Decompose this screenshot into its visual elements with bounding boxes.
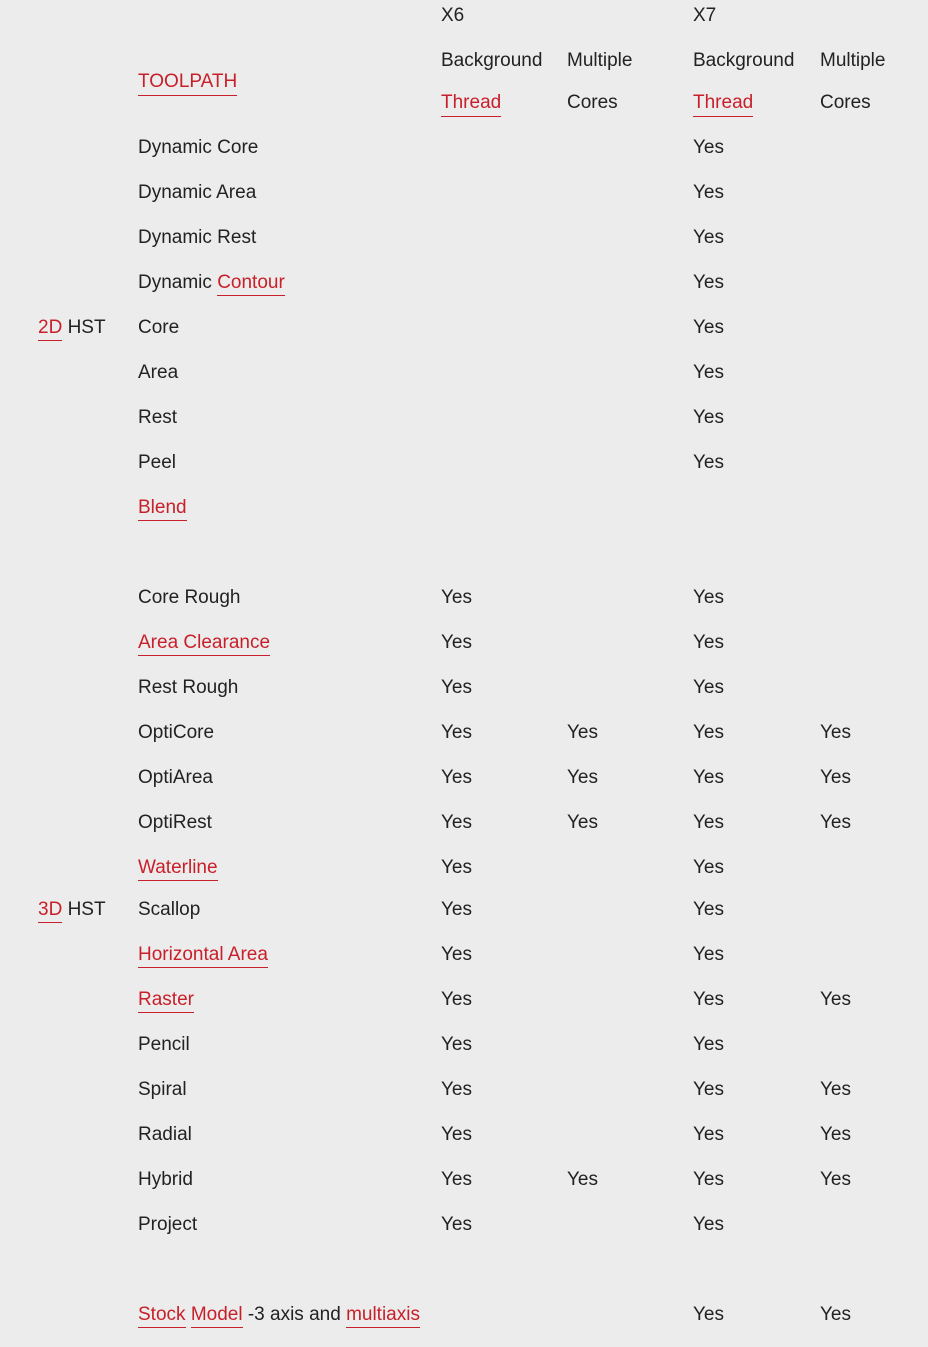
cell-x6-bg: Yes bbox=[441, 1214, 472, 1235]
header-x6-cores: Cores bbox=[567, 92, 618, 113]
row-name: Rest bbox=[138, 407, 178, 428]
row-name: Dynamic Area bbox=[138, 182, 257, 203]
cell-x7-bg: Yes bbox=[693, 227, 724, 248]
row-name-link[interactable]: Contour bbox=[217, 272, 285, 296]
row-name: Spiral bbox=[138, 1079, 187, 1100]
cell-x7-bg: Yes bbox=[693, 989, 724, 1010]
header-x6: X6 bbox=[441, 5, 465, 26]
row-name: Peel bbox=[138, 452, 177, 473]
stock-x7-mc: Yes bbox=[820, 1304, 851, 1325]
cell-x6-bg: Yes bbox=[441, 722, 472, 743]
cell-x6-bg: Yes bbox=[441, 632, 472, 653]
cell-x7-bg: Yes bbox=[693, 812, 724, 833]
header-x7-thread-link[interactable]: Thread bbox=[693, 92, 753, 117]
cell-x6-bg: Yes bbox=[441, 1169, 472, 1190]
group-2d-hst-label: HST bbox=[62, 317, 106, 338]
row-name: Scallop bbox=[138, 899, 201, 920]
cell-x6-bg: Yes bbox=[441, 944, 472, 965]
group-3d-hst-label: HST bbox=[62, 899, 106, 920]
row-name: Project bbox=[138, 1214, 198, 1235]
group-2d-hst bbox=[38, 317, 106, 339]
cell-x7-bg: Yes bbox=[693, 1034, 724, 1055]
cell-x6-mc: Yes bbox=[567, 767, 598, 788]
row-name: Rest Rough bbox=[138, 677, 239, 698]
row-name: OptiRest bbox=[138, 812, 212, 833]
cell-x7-bg: Yes bbox=[693, 899, 724, 920]
row-name-link[interactable]: Blend bbox=[138, 497, 187, 521]
cell-x7-bg: Yes bbox=[693, 182, 724, 203]
group-3d-hst bbox=[38, 899, 106, 921]
cell-x7-bg: Yes bbox=[693, 587, 724, 608]
cell-x6-bg: Yes bbox=[441, 1124, 472, 1145]
cell-x7-bg: Yes bbox=[693, 1079, 724, 1100]
row-name: Radial bbox=[138, 1124, 192, 1145]
toolpath-link[interactable]: TOOLPATH bbox=[138, 71, 237, 96]
header-x6-thread-link[interactable]: Thread bbox=[441, 92, 501, 117]
cell-x7-bg: Yes bbox=[693, 317, 724, 338]
row-name: Core bbox=[138, 317, 180, 338]
row-name-link[interactable]: Raster bbox=[138, 989, 194, 1013]
cell-x6-bg: Yes bbox=[441, 767, 472, 788]
row-name bbox=[138, 272, 285, 294]
cell-x6-mc: Yes bbox=[567, 722, 598, 743]
cell-x7-mc: Yes bbox=[820, 989, 851, 1010]
row-name bbox=[138, 632, 270, 654]
cell-x7-bg: Yes bbox=[693, 407, 724, 428]
row-name: Core Rough bbox=[138, 587, 241, 608]
cell-x6-bg: Yes bbox=[441, 812, 472, 833]
cell-x7-mc: Yes bbox=[820, 1079, 851, 1100]
cell-x7-bg: Yes bbox=[693, 1214, 724, 1235]
cell-x7-mc: Yes bbox=[820, 767, 851, 788]
header-x7-background: Background bbox=[693, 50, 795, 71]
cell-x7-bg: Yes bbox=[693, 1124, 724, 1145]
row-name bbox=[138, 857, 218, 879]
multiaxis-link[interactable]: multiaxis bbox=[346, 1304, 420, 1328]
row-name: Hybrid bbox=[138, 1169, 193, 1190]
cell-x7-mc: Yes bbox=[820, 1124, 851, 1145]
row-name: Dynamic Rest bbox=[138, 227, 257, 248]
model-link[interactable]: Model bbox=[191, 1304, 243, 1328]
cell-x7-mc: Yes bbox=[820, 722, 851, 743]
row-name bbox=[138, 497, 187, 519]
cell-x6-bg: Yes bbox=[441, 899, 472, 920]
row-name: OptiCore bbox=[138, 722, 215, 743]
cell-x7-bg: Yes bbox=[693, 272, 724, 293]
cell-x7-bg: Yes bbox=[693, 944, 724, 965]
cell-x6-bg: Yes bbox=[441, 857, 472, 878]
header-x7-multiple: Multiple bbox=[820, 50, 886, 71]
header-x7: X7 bbox=[693, 5, 717, 26]
cell-x7-bg: Yes bbox=[693, 137, 724, 158]
row-name-text: Dynamic bbox=[138, 272, 218, 293]
cell-x7-bg: Yes bbox=[693, 677, 724, 698]
header-x7-cores: Cores bbox=[820, 92, 871, 113]
cell-x6-bg: Yes bbox=[441, 1034, 472, 1055]
cell-x6-mc: Yes bbox=[567, 1169, 598, 1190]
row-name-link[interactable]: Area Clearance bbox=[138, 632, 270, 656]
cell-x7-bg: Yes bbox=[693, 722, 724, 743]
row-name bbox=[138, 944, 268, 966]
cell-x6-bg: Yes bbox=[441, 1079, 472, 1100]
header-x6-multiple: Multiple bbox=[567, 50, 633, 71]
row-name: OptiArea bbox=[138, 767, 213, 788]
cell-x6-bg: Yes bbox=[441, 989, 472, 1010]
row-name: Dynamic Core bbox=[138, 137, 259, 158]
cell-x7-mc: Yes bbox=[820, 812, 851, 833]
stock-model-middle-text: -3 axis and bbox=[242, 1304, 347, 1325]
cell-x6-mc: Yes bbox=[567, 812, 598, 833]
stock-model-row-label bbox=[138, 1304, 420, 1326]
2d-link[interactable]: 2D bbox=[38, 317, 62, 341]
stock-x7-bg: Yes bbox=[693, 1304, 724, 1325]
stock-link[interactable]: Stock bbox=[138, 1304, 186, 1328]
header-x6-background: Background bbox=[441, 50, 543, 71]
cell-x7-bg: Yes bbox=[693, 1169, 724, 1190]
3d-link[interactable]: 3D bbox=[38, 899, 62, 923]
cell-x7-mc: Yes bbox=[820, 1169, 851, 1190]
row-name-link[interactable]: Waterline bbox=[138, 857, 218, 881]
cell-x7-bg: Yes bbox=[693, 452, 724, 473]
row-name-link[interactable]: Horizontal Area bbox=[138, 944, 268, 968]
cell-x7-bg: Yes bbox=[693, 632, 724, 653]
cell-x7-bg: Yes bbox=[693, 767, 724, 788]
row-name bbox=[138, 989, 194, 1011]
cell-x6-bg: Yes bbox=[441, 587, 472, 608]
cell-x7-bg: Yes bbox=[693, 362, 724, 383]
cell-x6-bg: Yes bbox=[441, 677, 472, 698]
cell-x7-bg: Yes bbox=[693, 857, 724, 878]
row-name: Pencil bbox=[138, 1034, 190, 1055]
row-name: Area bbox=[138, 362, 179, 383]
